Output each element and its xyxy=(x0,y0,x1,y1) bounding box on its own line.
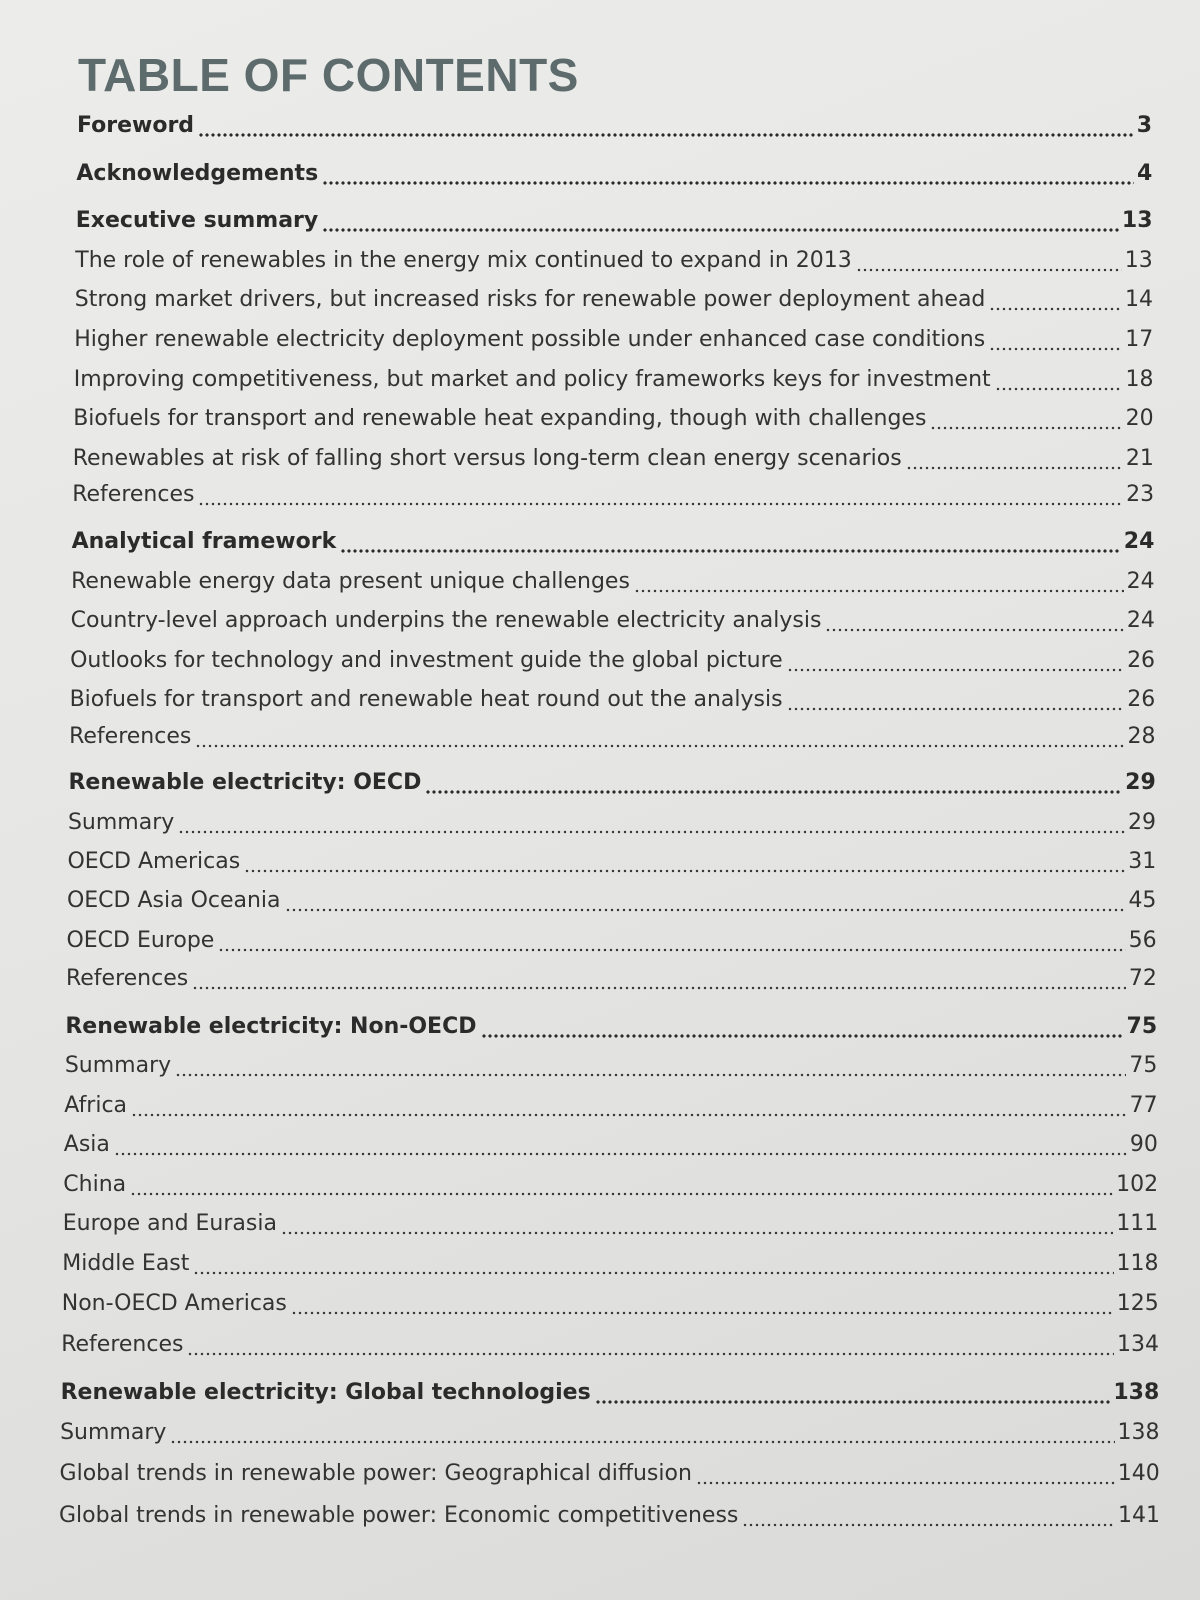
toc-entry xyxy=(75,248,1153,280)
dot-leader xyxy=(340,549,1121,553)
dot-leader xyxy=(131,1113,1127,1117)
toc-page-number: 17 xyxy=(1125,327,1154,352)
dot-leader xyxy=(170,1440,1114,1444)
toc-entry xyxy=(60,1420,1159,1452)
toc-page-number: 75 xyxy=(1126,1014,1158,1039)
toc-entry xyxy=(67,849,1156,881)
toc-entry xyxy=(74,327,1153,359)
dot-leader xyxy=(178,830,1125,834)
toc-page-number: 23 xyxy=(1126,482,1155,507)
toc-entry-label: The role of renewables in the energy mix continued to expand in 2013 xyxy=(75,248,852,273)
toc-entry-label: Renewables at risk of falling short versus long-term clean energy scenarios xyxy=(72,446,902,471)
toc-page-number: 138 xyxy=(1117,1420,1160,1445)
dot-leader xyxy=(198,133,1134,137)
toc-entry xyxy=(72,482,1154,514)
dot-leader xyxy=(175,1073,1126,1077)
toc-entry-label: Renewable electricity: Non-OECD xyxy=(65,1014,477,1039)
toc-page-number: 26 xyxy=(1127,648,1156,673)
toc-section-heading xyxy=(61,1380,1160,1412)
toc-page-number: 77 xyxy=(1129,1093,1158,1118)
toc-entry xyxy=(60,1461,1160,1493)
dot-leader xyxy=(285,908,1126,912)
toc-entry-label: Global trends in renewable power: Geographical diffusion xyxy=(59,1461,692,1486)
dot-leader xyxy=(195,744,1124,748)
dot-leader xyxy=(595,1400,1111,1404)
toc-page-number: 72 xyxy=(1128,966,1157,991)
toc-page-number: 21 xyxy=(1125,446,1154,471)
toc-entry xyxy=(64,1093,1157,1125)
toc-page-number: 118 xyxy=(1116,1251,1159,1276)
toc-entry-label: China xyxy=(63,1172,127,1197)
dot-leader xyxy=(742,1523,1115,1527)
dot-leader xyxy=(634,589,1124,593)
toc-page-number: 18 xyxy=(1125,367,1154,392)
toc-entry xyxy=(70,687,1156,719)
toc-entry-label: Outlooks for technology and investment guide the global picture xyxy=(70,648,783,673)
toc-page-number: 134 xyxy=(1117,1332,1159,1357)
toc-page-number: 140 xyxy=(1117,1461,1160,1486)
toc-entry-label: Middle East xyxy=(62,1251,190,1276)
toc-page-number: 24 xyxy=(1126,608,1155,633)
toc-entry xyxy=(73,406,1153,438)
toc-entry xyxy=(66,928,1156,960)
dot-leader xyxy=(425,790,1122,794)
toc-page-number: 90 xyxy=(1129,1132,1158,1157)
toc-entry-label: OECD Asia Oceania xyxy=(66,888,281,913)
toc-page-number: 29 xyxy=(1125,770,1156,795)
dot-leader xyxy=(906,466,1123,470)
toc-page-number: 4 xyxy=(1136,161,1153,186)
toc-entry-label: Africa xyxy=(64,1093,128,1118)
toc-entry-label: Summary xyxy=(64,1053,172,1078)
toc-entry xyxy=(63,1211,1159,1243)
toc-entry-label: Country-level approach underpins the renewable electricity analysis xyxy=(70,608,822,633)
page-title: TABLE OF CONTENTS xyxy=(78,49,579,101)
toc-entry xyxy=(62,1251,1158,1283)
toc-entry xyxy=(74,367,1154,399)
dot-leader xyxy=(218,948,1125,952)
dot-leader xyxy=(192,986,1126,990)
toc-page-number: 29 xyxy=(1128,810,1156,835)
dot-leader xyxy=(825,628,1123,632)
dot-leader xyxy=(930,426,1122,430)
toc-page-number: 45 xyxy=(1128,888,1157,913)
toc-entry-label: Strong market drivers, but increased risks for renewable power deployment ahead xyxy=(74,287,986,312)
toc-section-heading xyxy=(76,208,1153,240)
dot-leader xyxy=(995,387,1123,391)
toc-page-number: 56 xyxy=(1128,928,1157,953)
toc-entry-label: Global trends in renewable power: Economic competitiveness xyxy=(59,1503,739,1528)
dot-leader xyxy=(114,1152,1127,1156)
toc-page-number: 141 xyxy=(1118,1503,1160,1528)
dot-leader xyxy=(281,1231,1113,1235)
toc-section-heading xyxy=(68,770,1155,802)
toc-entry-label: Renewable electricity: Global technologies xyxy=(60,1380,591,1405)
toc-entry-label: Analytical framework xyxy=(71,529,337,554)
toc-page-number: 111 xyxy=(1116,1211,1159,1236)
toc-section-heading xyxy=(65,1014,1157,1046)
dot-leader xyxy=(696,1481,1115,1485)
dot-leader xyxy=(187,1352,1114,1356)
toc-page-number: 13 xyxy=(1121,208,1153,233)
toc-entry xyxy=(61,1332,1159,1364)
toc-entry-label: Summary xyxy=(60,1420,167,1445)
toc-entry xyxy=(64,1132,1158,1164)
toc-page-number: 125 xyxy=(1116,1291,1159,1316)
toc-entry-label: Europe and Eurasia xyxy=(62,1211,277,1236)
toc-entry xyxy=(63,1172,1158,1204)
dot-leader xyxy=(198,502,1123,506)
toc-entry xyxy=(65,1053,1158,1085)
toc-entry-label: Asia xyxy=(63,1132,110,1157)
toc-entry-label: Biofuels for transport and renewable heat round out the analysis xyxy=(69,687,783,712)
toc-page-number: 13 xyxy=(1124,248,1153,273)
toc-page-number: 24 xyxy=(1123,529,1155,554)
toc-entry xyxy=(69,724,1155,756)
toc-page-number: 138 xyxy=(1113,1380,1160,1405)
toc-entry-label: References xyxy=(61,1332,184,1357)
toc-page-number: 24 xyxy=(1126,569,1155,594)
toc-entry xyxy=(71,608,1155,640)
dot-leader xyxy=(130,1192,1113,1196)
toc-entry-label: References xyxy=(72,482,195,507)
toc-entry-label: Higher renewable electricity deployment possible under enhanced case conditions xyxy=(74,327,986,352)
toc-entry-label: OECD Europe xyxy=(66,928,215,953)
toc-page-number: 20 xyxy=(1125,406,1154,431)
toc-page-number: 75 xyxy=(1129,1053,1158,1078)
toc-page-number: 3 xyxy=(1136,113,1152,138)
dot-leader xyxy=(244,869,1125,873)
toc-entry-label: References xyxy=(65,966,189,991)
toc-entry xyxy=(68,810,1156,842)
dot-leader xyxy=(989,307,1122,311)
toc-entry xyxy=(71,569,1155,601)
dot-leader xyxy=(787,668,1124,672)
dot-leader xyxy=(322,228,1119,232)
toc-entry xyxy=(67,888,1156,920)
toc-entry xyxy=(75,287,1153,319)
toc-section-heading xyxy=(77,113,1152,145)
toc-entry-label: Non-OECD Americas xyxy=(61,1291,287,1316)
toc-entry-label: Foreword xyxy=(77,113,195,138)
toc-page-number: 102 xyxy=(1116,1172,1159,1197)
toc-entry-label: Biofuels for transport and renewable heat expanding, though with challenges xyxy=(73,406,927,431)
toc-entry-label: Executive summary xyxy=(75,208,319,233)
toc-page-number: 28 xyxy=(1127,724,1156,749)
toc-entry xyxy=(62,1291,1159,1323)
dot-leader xyxy=(322,181,1134,185)
toc-entry xyxy=(73,446,1154,478)
toc-entry-label: Renewable energy data present unique challenges xyxy=(71,569,630,594)
toc-section-heading xyxy=(72,529,1155,561)
toc-entry-label: Improving competitiveness, but market and policy frameworks keys for investment xyxy=(73,367,991,392)
toc-page-number: 14 xyxy=(1124,287,1153,312)
dot-leader xyxy=(856,268,1122,272)
dot-leader xyxy=(989,347,1122,351)
toc-page-number: 31 xyxy=(1128,849,1157,874)
dot-leader xyxy=(787,707,1125,711)
toc-entry-label: OECD Americas xyxy=(67,849,241,874)
toc-page-number: 26 xyxy=(1127,687,1156,712)
toc-entry-label: Renewable electricity: OECD xyxy=(68,770,422,795)
toc-entry xyxy=(59,1503,1160,1535)
dot-leader xyxy=(481,1034,1124,1038)
toc-entry xyxy=(70,648,1155,680)
toc-section-heading xyxy=(76,161,1152,193)
toc-entry-label: Summary xyxy=(67,810,175,835)
toc-entry xyxy=(66,966,1157,998)
dot-leader xyxy=(193,1271,1113,1275)
toc-entry-label: Acknowledgements xyxy=(76,161,319,186)
toc-entry-label: References xyxy=(69,724,192,749)
dot-leader xyxy=(291,1311,1114,1315)
